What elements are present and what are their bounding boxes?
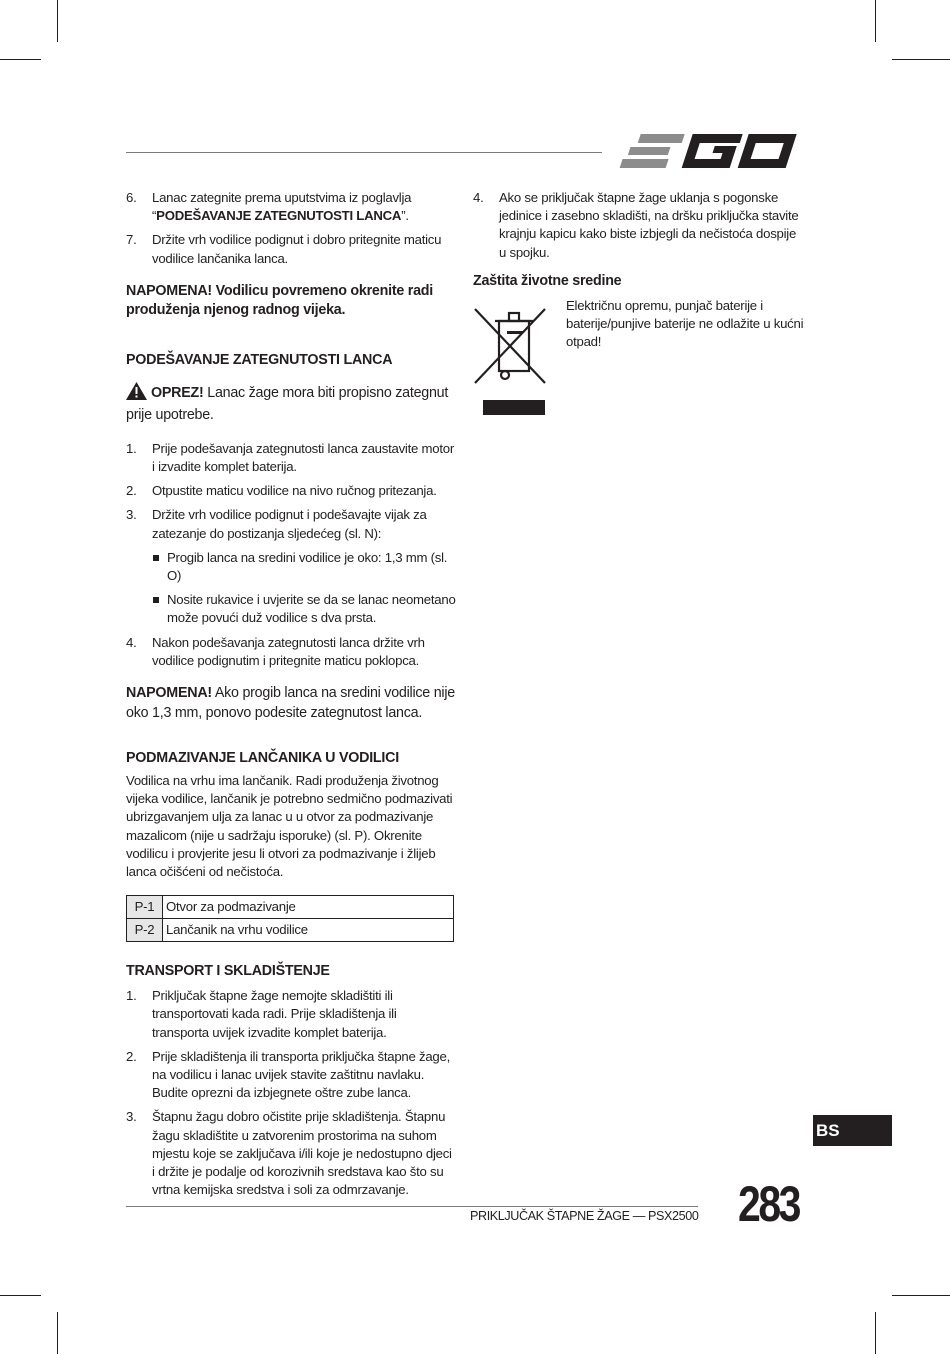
item-number: 2. bbox=[126, 1048, 137, 1064]
bullet-text: Progib lanca na sredini vodilice je oko: 1,3 mm (sl. O) bbox=[167, 549, 448, 584]
env-text: Električnu opremu, punjač baterije i baterije/punjive baterije ne odlažite u kućni otpad! bbox=[566, 297, 804, 350]
note-label: NAPOMENA! bbox=[126, 685, 212, 702]
bullet-list bbox=[152, 549, 456, 628]
note bbox=[126, 282, 456, 321]
legend-label: Lančanik na vrhu vodilice bbox=[163, 919, 454, 942]
header-rule bbox=[126, 152, 602, 153]
item-text bbox=[152, 189, 456, 225]
list-item bbox=[126, 440, 456, 476]
item-text: Priključak štapne žage nemojte skladištiti ili transportovati kada radi. Prije skladištenja ili transporta uvijek izvadite komplet baterija. bbox=[152, 988, 397, 1040]
bullet-square-icon bbox=[153, 555, 159, 561]
crop-mark bbox=[0, 1295, 41, 1296]
item-text: Prije skladištenja ili transporta priključka štapne žage, na vodilicu i lanac uvijek stavite zaštitnu navlaku. Budite oprezni da izbjegnete oštre zube lanca. bbox=[152, 1048, 451, 1101]
crop-mark bbox=[57, 1312, 58, 1354]
crop-mark bbox=[892, 59, 950, 60]
item-text-main: Držite vrh vodilice podignut i podešavajte vijak za zatezanje do postizanja sljedećeg (sl. N): bbox=[152, 507, 427, 541]
caution-label: OPREZ! bbox=[151, 384, 204, 401]
footer-rule bbox=[126, 1206, 698, 1207]
list-item bbox=[126, 1108, 456, 1199]
list-item bbox=[126, 987, 456, 1042]
section-heading: PODMAZIVANJE LANČANIKA U VODILICI bbox=[126, 750, 399, 767]
list-item bbox=[473, 189, 805, 262]
item-text-bold: PODEŠAVANJE ZATEGNUTOSTI LANCA bbox=[156, 208, 402, 224]
section-heading: PODEŠAVANJE ZATEGNUTOSTI LANCA bbox=[126, 351, 393, 368]
table-row bbox=[127, 896, 454, 919]
list-item bbox=[126, 506, 456, 633]
list-item bbox=[126, 189, 456, 225]
item-number: 3. bbox=[126, 1109, 137, 1125]
legend-code: P-1 bbox=[127, 896, 163, 919]
item-number: 7. bbox=[126, 232, 137, 248]
crop-mark bbox=[875, 0, 876, 42]
item-text bbox=[152, 506, 456, 633]
language-tab: BS bbox=[813, 1115, 892, 1146]
crop-mark bbox=[875, 1312, 876, 1354]
crop-mark bbox=[57, 0, 58, 42]
note-text: NAPOMENA! Vodilicu povremeno okrenite radi produženja njenog radnog vijeka. bbox=[126, 282, 433, 319]
footer-title: PRIKLJUČAK ŠTAPNE ŽAGE — PSX2500 bbox=[470, 1209, 699, 1223]
item-text: Držite vrh vodilice podignut i dobro pritegnite maticu vodilice lančanika lanca. bbox=[152, 232, 442, 266]
item-number: 4. bbox=[126, 634, 137, 650]
item-text-post: ”. bbox=[401, 208, 409, 224]
note bbox=[126, 684, 456, 723]
list-item bbox=[126, 482, 456, 500]
item-text: Otpustite maticu vodilice na nivo ručnog pritezanja. bbox=[152, 483, 437, 499]
list-item bbox=[126, 231, 456, 267]
crossed-out-wheelie-bin-icon bbox=[473, 303, 553, 423]
bullet-square-icon bbox=[153, 597, 159, 603]
section-heading: Zaštita životne sredine bbox=[473, 272, 622, 289]
item-text-pre: Lanac zategnite prema uputstvima iz poglavlja “ bbox=[152, 190, 412, 224]
page-number: 283 bbox=[738, 1176, 800, 1232]
item-text: Nakon podešavanja zategnutosti lanca držite vrh vodilice podignutim i pritegnite maticu poklopca. bbox=[152, 634, 425, 668]
item-text: Ako se priključak štapne žage uklanja s pogonske jedinice i zasebno skladišti, na dršku priključka stavite krajnju kapicu kako biste izbjegli da nečistoća dospije u spojku. bbox=[499, 190, 799, 260]
note-text: Ako progib lanca na sredini vodilice nije oko 1,3 mm, ponovo podesite zategnutost lanca. bbox=[126, 685, 455, 721]
bullet-text: Nosite rukavice i uvjerite se da se lanac neometano može povući duž vodilice s dva prsta. bbox=[167, 592, 456, 626]
left-column bbox=[126, 189, 456, 1206]
warning-icon bbox=[126, 382, 147, 407]
caution-note bbox=[126, 382, 456, 426]
item-number: 2. bbox=[126, 483, 137, 499]
legend-code: P-2 bbox=[127, 919, 163, 942]
caution-text: Lanac žage mora biti propisno zategnut prije upotrebe. bbox=[126, 384, 449, 424]
list-item bbox=[126, 1048, 456, 1103]
item-number: 6. bbox=[126, 190, 137, 205]
bullet-item bbox=[152, 591, 456, 627]
section-heading: TRANSPORT I SKLADIŠTENJE bbox=[126, 963, 330, 980]
bullet-item bbox=[152, 549, 456, 585]
item-number: 1. bbox=[126, 988, 137, 1004]
list-item bbox=[126, 634, 456, 670]
table-row bbox=[127, 919, 454, 942]
legend-table bbox=[126, 895, 454, 942]
item-text: Prije podešavanja zategnutosti lanca zaustavite motor i izvadite komplet baterija. bbox=[152, 440, 454, 475]
ego-logo bbox=[618, 130, 800, 177]
item-number: 4. bbox=[473, 190, 484, 205]
item-number: 3. bbox=[126, 507, 137, 523]
crop-mark bbox=[892, 1295, 950, 1296]
item-number: 1. bbox=[126, 440, 137, 456]
crop-mark bbox=[0, 59, 41, 60]
legend-label: Otvor za podmazivanje bbox=[163, 896, 454, 919]
item-text: Štapnu žagu dobro očistite prije skladištenja. Štapnu žagu skladištite u zatvorenim prostorima na suhom mjestu koje se zaključava i/ili koje je nedostupno djeci i držite je podalje od korozivnih sredstava kao što su vrtna kemijska sredstva i soli za odmrzavanje. bbox=[152, 1109, 452, 1198]
section-paragraph: Vodilica na vrhu ima lančanik. Radi produženja životnog vijeka vodilice, lančanik je potrebno sedmično podmazivati ubrizgavanjem ulja za lanac u u otvor za podmazivanje mazalicom (nije u sadržaju isporuke) (sl. P). Okrenite vodilicu i provjerite jesu li otvori za podmazivanje i žlijeb lanca očišćeni od nečistoća. bbox=[126, 773, 453, 880]
